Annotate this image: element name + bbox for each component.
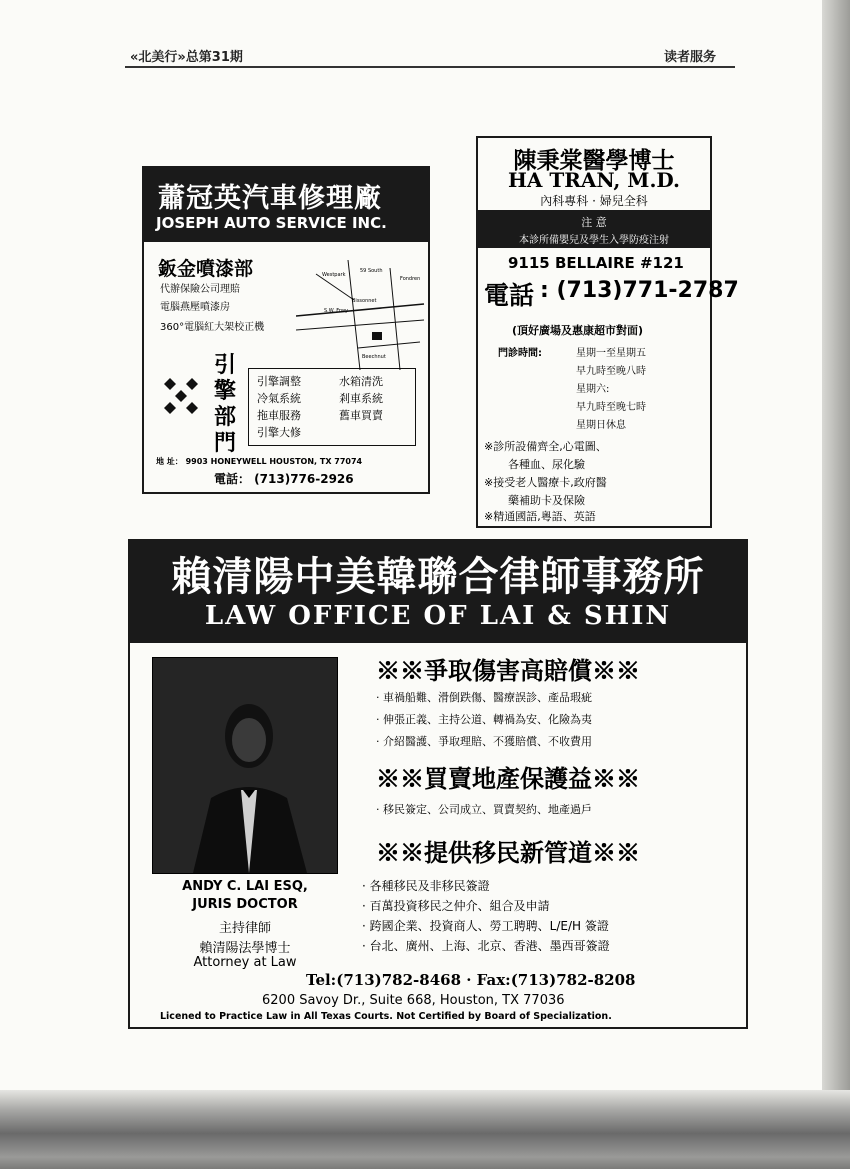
- map-label-beechnut: Beechnut: [362, 354, 386, 360]
- notice-text: 本診所備嬰兒及學生入學防疫注射: [519, 235, 669, 246]
- diamond-logo-icon: [160, 376, 202, 418]
- section3-item-3: · 跨國企業、投資商人、勞工聘聘、L/E/H 簽證: [362, 919, 609, 933]
- phone-label: 電話: [484, 281, 535, 310]
- clinic-phone: : (713)771-2787: [540, 278, 739, 303]
- clinic-location: (頂好廣場及惠康超市對面): [512, 324, 644, 337]
- scanner-background: [0, 1090, 850, 1169]
- auto-ad-title-zh: 蕭冠英汽車修理廠: [158, 183, 382, 214]
- clinic-address: 9115 BELLAIRE #121: [508, 254, 684, 272]
- law-ad-header: [130, 541, 746, 643]
- law-title-en: LAW OFFICE OF LAI & SHIN: [204, 601, 672, 631]
- feature-3: ※接受老人醫療卡,政府醫: [484, 476, 607, 489]
- hours-4: 早九時至晚七時: [576, 402, 646, 413]
- section2-item-1: · 移民簽定、公司成立、買賣契約、地產過戶: [376, 803, 592, 816]
- other-service-3: 舊車買賣: [339, 409, 383, 422]
- notice-title: 注 意: [581, 216, 607, 229]
- map-label-bissonnet: Bissonnet: [352, 298, 377, 304]
- attorney-role: 主持律師: [218, 921, 271, 936]
- attorney-title-zh: 賴清陽法學博士: [199, 941, 291, 956]
- section3-heading: ※※提供移民新管道※※: [376, 838, 640, 867]
- auto-ad-address: 地 址： 9903 HONEYWELL HOUSTON, TX 77074: [156, 457, 363, 466]
- bodywork-heading: 鈑金噴漆部: [158, 258, 254, 280]
- hours-2: 早九時至晚八時: [576, 366, 646, 377]
- auto-ad-header: [144, 168, 428, 242]
- auto-service-2: 電腦燕壓噴漆房: [160, 302, 230, 313]
- hours-1: 星期一至星期五: [576, 348, 646, 359]
- auto-service-ad: [142, 166, 430, 494]
- auto-service-3: 360°電腦紅大架校正機: [160, 322, 265, 333]
- law-title-zh: 賴清陽中美韓聯合律師事務所: [171, 553, 705, 600]
- engine-service-3: 拖車服務: [257, 409, 301, 422]
- section3-item-2: · 百萬投資移民之仲介、組合及申請: [362, 899, 550, 913]
- notice-banner: [478, 210, 710, 248]
- engine-service-2: 冷氣系統: [257, 392, 301, 405]
- page-edge: [822, 0, 850, 1090]
- attorney-degree: JURIS DOCTOR: [192, 897, 298, 912]
- medical-ad: [476, 136, 739, 528]
- feature-4: 藥補助卡及保險: [508, 494, 585, 507]
- feature-5: ※精通國語,粵語、英語: [484, 510, 596, 523]
- doctor-name-zh: 陳秉棠醫學博士: [513, 147, 675, 174]
- law-address: 6200 Savoy Dr., Suite 668, Houston, TX 77036: [262, 993, 565, 1008]
- section1-item-1: · 車禍船難、滑倒跌傷、醫療誤診、產品瑕疵: [376, 691, 592, 704]
- section3-item-1: · 各種移民及非移民簽證: [362, 879, 490, 893]
- doctor-name-en: HA TRAN, M.D.: [507, 168, 681, 192]
- section1-item-3: · 介紹醫護、爭取理賠、不獲賠償、不收費用: [376, 735, 592, 748]
- attorney-portrait-icon: [153, 658, 337, 873]
- attorney-name: ANDY C. LAI ESQ,: [182, 879, 308, 894]
- engine-dept-vertical: 引擎部門: [213, 352, 236, 456]
- auto-ad-title-en: JOSEPH AUTO SERVICE INC.: [156, 214, 387, 232]
- section1-item-2: · 伸張正義、主持公道、轉禍為安、化險為夷: [376, 713, 592, 726]
- map-label-westpark: Westpark: [322, 272, 346, 278]
- law-disclaimer: Licened to Practice Law in All Texas Courts. Not Certified by Board of Specialization.: [160, 1011, 612, 1022]
- hours-5: 星期日休息: [576, 420, 626, 431]
- hours-3: 星期六:: [576, 384, 610, 395]
- map-label-fondren: Fondren: [400, 276, 421, 282]
- issue-label: «北美行»总第31期: [130, 50, 243, 65]
- law-office-ad: [128, 539, 748, 1029]
- attorney-title-en: Attorney at Law: [193, 955, 297, 970]
- feature-2: 各種血、尿化驗: [508, 458, 585, 471]
- other-service-1: 水箱清洗: [339, 375, 383, 388]
- map-label-swfrwy: S.W. Frwy: [324, 308, 348, 314]
- other-service-2: 剎車系統: [339, 392, 383, 405]
- auto-service-1: 代辦保險公司理賠: [160, 284, 240, 295]
- hours-label: 門診時間:: [498, 348, 542, 359]
- section2-heading: ※※買賣地產保護益※※: [376, 764, 640, 793]
- auto-ad-phone: 電話： (713)776-2926: [214, 472, 354, 486]
- location-map: [296, 260, 428, 370]
- law-contact: Tel:(713)782-8468 · Fax:(713)782-8208: [306, 971, 636, 989]
- engine-service-1: 引擎調整: [257, 375, 301, 388]
- engine-services-box: [248, 368, 416, 446]
- doctor-specialty: 內科專科 · 婦兒全科: [540, 194, 648, 208]
- attorney-photo: [152, 657, 338, 874]
- map-label-59south: 59 South: [360, 268, 383, 274]
- engine-service-4: 引擎大修: [257, 426, 301, 439]
- section1-heading: ※※爭取傷害高賠償※※: [376, 656, 640, 685]
- section-label: 读者服务: [664, 50, 717, 65]
- section3-item-4: · 台北、廣州、上海、北京、香港、墨西哥簽證: [362, 939, 610, 953]
- header-rule: [125, 66, 735, 68]
- feature-1: ※診所設備齊全,心電圖、: [484, 440, 607, 453]
